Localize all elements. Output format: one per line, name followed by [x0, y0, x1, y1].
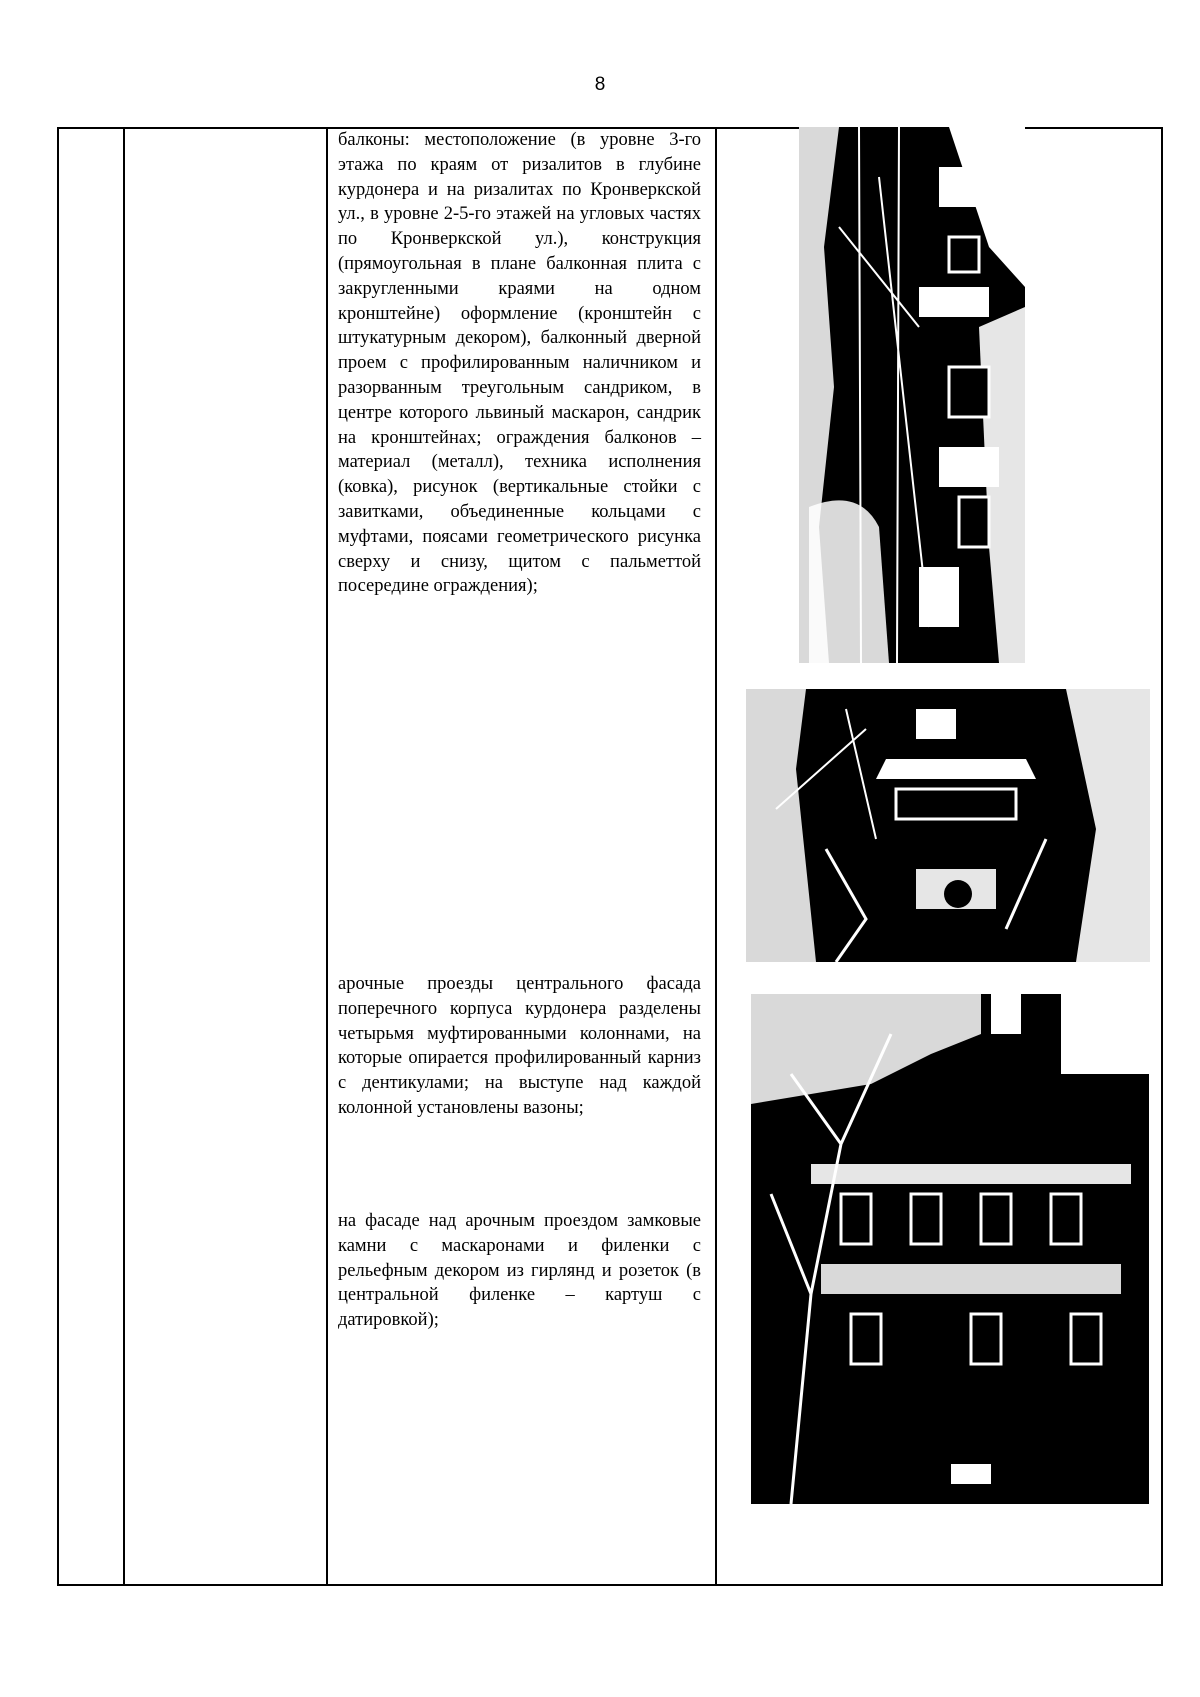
balconies-description: балконы: местоположение (в уровне 3-го этажа по краям от ризалитов в глубине курдонера и на ризалитах по Кронверкской ул., в уровне 2-5-го этажей на угловых частях по Кронверкской ул.), конструкция (прямоугольная в плане балконная плита с закругленными краями на одном кронштейне) оформление (кронштейн с штукатурным декором), балконный дверной проем с профилированным наличником и разорванным треугольным сандриком, в центре которого львиный маскарон, сандрик на кронштейнах; ограждения балконов – материал (металл), техника исполнения (ковка), рисунок (вертикальные стойки с завитками, объединенные кольцами с муфтами, поясами геометрического рисунка сверху и снизу, щитом с пальметтой посередине ограждения); [338, 130, 701, 597]
page-number: 8 [594, 74, 606, 95]
arched-passage-facade-photo [751, 994, 1149, 1504]
arches-description: арочные проезды центрального фасада поперечного корпуса курдонера разделены четырьмя муфтированными колоннами, на которые опирается профилированный карниз с дентикулами; на выступе над каждой колонной установлены вазоны; [338, 974, 701, 1118]
column-divider-1 [123, 129, 125, 1584]
document-table [57, 127, 1163, 1586]
column-divider-2 [326, 129, 328, 1584]
column-divider-3 [715, 129, 717, 1584]
balcony-facade-photo [799, 127, 1025, 663]
facade-decor-description: на фасаде над арочным проездом замковые камни с маскаронами и филенки с рельефным декором из гирлянд и розеток (в центральной филенке – картуш с датировкой); [338, 1211, 701, 1331]
balcony-detail-photo [746, 689, 1150, 962]
